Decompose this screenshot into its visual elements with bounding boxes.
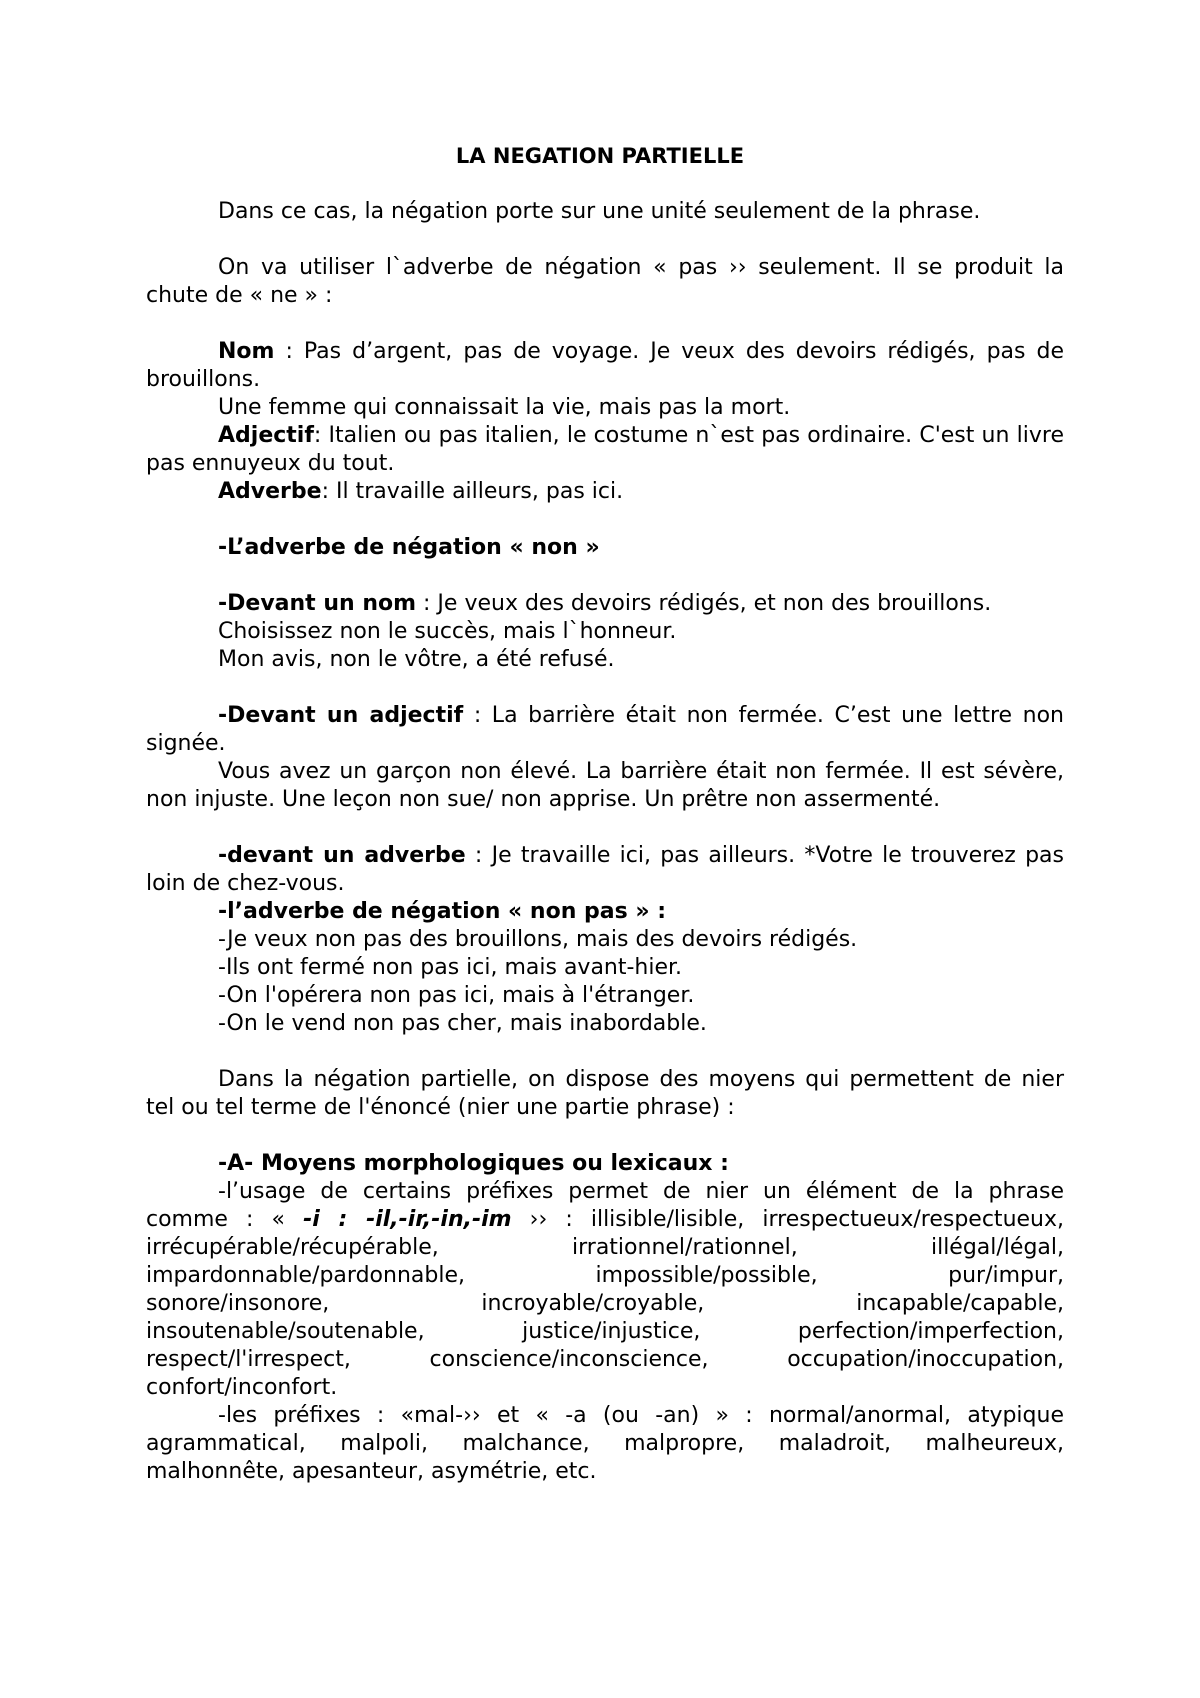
devant-adverbe-text: : Je travaille ici, pas ailleurs. *Votre le trouverez pas loin de chez-vous. (146, 843, 1064, 896)
non-pas-example: -On le vend non pas cher, mais inabordable. (218, 1011, 707, 1036)
devant-adjectif-paragraph (146, 702, 1064, 758)
devant-adverbe-label: -devant un adverbe (218, 843, 466, 868)
prefix-intro: -l’usage de certains préfixes permet de nier un élément de la phrase comme : « (146, 1179, 1064, 1232)
intro-paragraph-1: Dans ce cas, la négation porte sur une unité seulement de la phrase. (218, 199, 981, 224)
non-pas-heading: -l’adverbe de négation « non pas » : (218, 899, 667, 924)
devant-nom-line-2: Choisissez non le succès, mais l`honneur. (218, 619, 677, 644)
word-row-last: confort/inconfort. (146, 1375, 338, 1400)
non-heading: -L’adverbe de négation « non » (218, 535, 600, 560)
word-row: irrécupérable/récupérable, irrationnel/rationnel, illégal/légal, (146, 1235, 1065, 1260)
prefix-paragraph (146, 1178, 1064, 1234)
adverbe-text: : Il travaille ailleurs, pas ici. (321, 479, 624, 504)
non-pas-example: -Ils ont fermé non pas ici, mais avant-hier. (218, 955, 683, 980)
devant-adjectif-text: : La barrière était non fermée. C’est une lettre non signée. (146, 703, 1064, 756)
prefix-list: -i : -il,-ir,-in,-im (303, 1207, 512, 1232)
intro-paragraph-2: On va utiliser l`adverbe de négation « pas ›› seulement. Il se produit la chute de « ne » : (146, 255, 1064, 308)
devant-adverbe-paragraph (146, 842, 1064, 898)
adverbe-label: Adverbe (218, 479, 322, 504)
non-pas-example: -On l'opérera non pas ici, mais à l'étranger. (218, 983, 695, 1008)
nom-example-line: Une femme qui connaissait la vie, mais pas la mort. (218, 395, 791, 420)
nom-paragraph (146, 338, 1064, 394)
devant-adjectif-label: -Devant un adjectif (218, 703, 464, 728)
document-body (146, 198, 1064, 1486)
devant-nom-label: -Devant un nom (218, 591, 417, 616)
word-row: insoutenable/soutenable, justice/injustice, perfection/imperfection, (146, 1319, 1064, 1344)
adjectif-label: Adjectif (218, 423, 314, 448)
word-row: respect/l'irrespect, conscience/inconscience, occupation/inoccupation, (146, 1347, 1065, 1372)
page-title: LA NEGATION PARTIELLE (455, 144, 745, 168)
devant-adjectif-line-2: Vous avez un garçon non élevé. La barrière était non fermée. Il est sévère, non injuste. Une leçon non sue/ non apprise. Un prêtre non assermenté. (146, 759, 1064, 812)
word-row: impardonnable/pardonnable, impossible/possible, pur/impur, (146, 1263, 1064, 1288)
adjectif-paragraph (146, 422, 1064, 478)
nom-label: Nom (218, 339, 275, 364)
word-row: sonore/insonore, incroyable/croyable, incapable/capable, (146, 1291, 1064, 1316)
section-a-heading: -A- Moyens morphologiques ou lexicaux : (218, 1151, 729, 1176)
prefix-after: ›› : illisible/lisible, irrespectueux/respectueux, (511, 1207, 1064, 1232)
mal-paragraph: -les préfixes : «mal-›› et « -a (ou -an) » : normal/anormal, atypique agrammatical, malpoli, malchance, malpropre, maladroit, malheureux, malhonnête, apesanteur, asymétrie, etc. (146, 1403, 1064, 1484)
devant-nom-text: : Je veux des devoirs rédigés, et non des brouillons. (416, 591, 992, 616)
non-pas-example: -Je veux non pas des brouillons, mais des devoirs rédigés. (218, 927, 858, 952)
devant-nom-line-3: Mon avis, non le vôtre, a été refusé. (218, 647, 615, 672)
adjectif-text: : Italien ou pas italien, le costume n`est pas ordinaire. C'est un livre pas ennuyeux du tout. (146, 423, 1064, 476)
nom-text: : Pas d’argent, pas de voyage. Je veux des devoirs rédigés, pas de brouillons. (146, 339, 1064, 392)
partielle-paragraph: Dans la négation partielle, on dispose des moyens qui permettent de nier tel ou tel terme de l'énoncé (nier une partie phrase) : (146, 1067, 1064, 1120)
devant-nom-paragraph (146, 590, 1064, 618)
adverbe-paragraph (146, 478, 1064, 506)
